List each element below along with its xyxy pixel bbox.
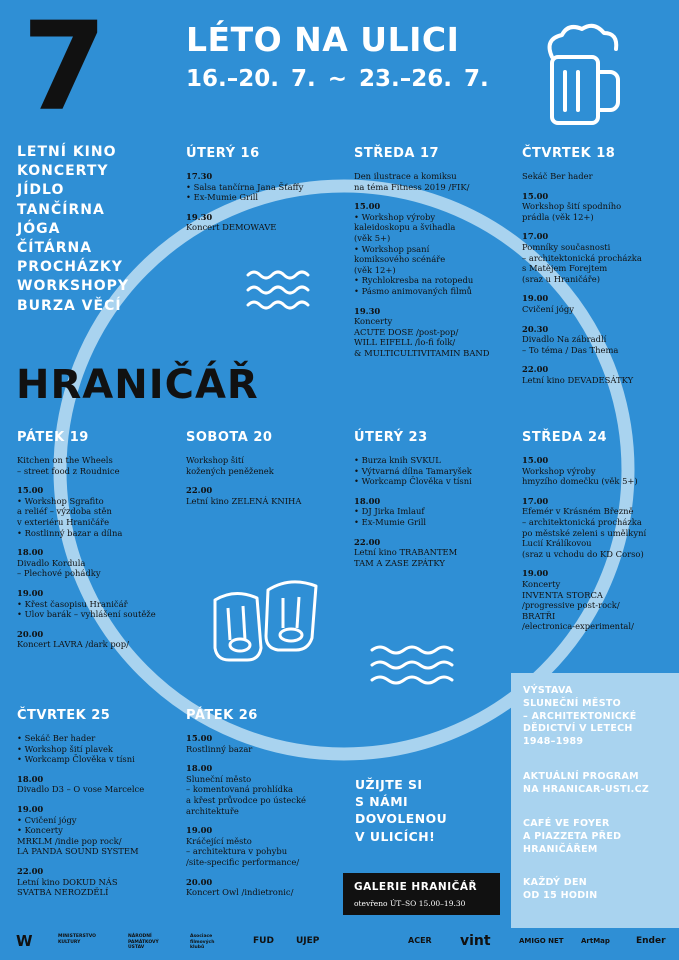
info-exhibition bbox=[523, 685, 673, 749]
program-event bbox=[17, 485, 177, 538]
program-event bbox=[354, 306, 514, 359]
event-time: 17.00 bbox=[522, 231, 549, 242]
event-line: Kitchen on the Wheels bbox=[17, 455, 113, 465]
event-line: LA PANDA SOUND SYSTEM bbox=[17, 846, 139, 857]
event-line: Lucií Králíkovou bbox=[522, 538, 592, 549]
info-cafe bbox=[523, 818, 673, 856]
event-line: prádla (věk 12+) bbox=[522, 211, 594, 222]
event-line: • Workcamp Člověka v tísni bbox=[354, 476, 472, 487]
info-line: SLUNEČNÍ MĚSTO bbox=[523, 697, 622, 709]
event-line: /electronica-experimental/ bbox=[522, 621, 634, 632]
event-line: (věk 5+) bbox=[354, 232, 391, 243]
event-time: 15.00 bbox=[354, 201, 381, 212]
event-time: 19.00 bbox=[186, 825, 213, 836]
logo-text: KULTURY bbox=[58, 939, 81, 945]
event-line: na téma Fitness 2019 /FIK/ bbox=[354, 181, 470, 192]
partner-logos bbox=[8, 928, 673, 956]
day-utery-23 bbox=[354, 430, 514, 577]
info-daily bbox=[523, 877, 673, 903]
info-line: OD 15 HODIN bbox=[523, 889, 598, 901]
event-time: 15.00 bbox=[17, 485, 44, 496]
program-event bbox=[17, 588, 177, 620]
event-line: – architektura v pohybu bbox=[186, 846, 288, 857]
logo-text: NÁRODNÍ bbox=[128, 934, 152, 939]
info-line: AKTUÁLNÍ PROGRAM bbox=[523, 771, 639, 782]
program-event bbox=[17, 774, 177, 795]
partner-ender-logo: Ender bbox=[636, 936, 666, 946]
program-event bbox=[186, 212, 346, 233]
program-event bbox=[186, 877, 346, 898]
event-line: & MULTICULTIVITAMIN BAND bbox=[354, 347, 490, 358]
info-line: DĚDICTVÍ V LETECH bbox=[523, 723, 633, 735]
event-title: LÉTO NA ULICI bbox=[186, 20, 460, 59]
day-title: PÁTEK 19 bbox=[17, 430, 89, 445]
activity-item: ČÍTÁRNA bbox=[17, 240, 93, 257]
event-line: s Matějem Forejtem bbox=[522, 263, 608, 274]
partner-artmap-logo: ArtMap bbox=[581, 937, 610, 945]
waves-bottom-icon bbox=[372, 647, 452, 683]
event-line: Koncert DEMOWAVE bbox=[186, 222, 277, 233]
event-line: Letní kino ZELENÁ KNIHA bbox=[186, 495, 302, 506]
event-line: kožených peněženek bbox=[186, 465, 274, 476]
event-line: – Plechové pohádky bbox=[17, 568, 101, 579]
event-time: 19.00 bbox=[522, 293, 549, 304]
program-event bbox=[17, 547, 177, 579]
day-title: ÚTERÝ 16 bbox=[186, 146, 260, 161]
day-streda-17 bbox=[354, 146, 514, 368]
program-event bbox=[354, 201, 514, 296]
activity-item: LETNÍ KINO bbox=[17, 144, 117, 160]
event-time: 15.00 bbox=[186, 733, 213, 743]
event-time: 18.00 bbox=[17, 773, 44, 784]
info-line: HRANIČÁŘEM bbox=[523, 843, 598, 855]
event-line: Koncerty bbox=[354, 316, 393, 327]
event-line: kaleidoskopu a švihadla bbox=[354, 222, 456, 233]
program-event bbox=[354, 171, 514, 192]
event-time: 19.00 bbox=[17, 803, 44, 814]
event-line: komiksového scénáře bbox=[354, 254, 446, 265]
partner-npu-logo bbox=[128, 934, 159, 951]
venue-name: HRANIČÁŘ bbox=[16, 362, 259, 408]
gallery-box bbox=[343, 873, 500, 915]
event-line: Kráčející město bbox=[186, 835, 252, 846]
event-line: Divadlo Na zábradlí bbox=[522, 334, 607, 345]
event-line: (sraz u Hraničáře) bbox=[522, 273, 600, 284]
event-line: Workshop šití spodního bbox=[522, 201, 622, 212]
logo-text: klubů bbox=[190, 945, 205, 950]
program-event bbox=[354, 537, 514, 569]
info-line: A PIAZZETA PŘED bbox=[523, 830, 622, 842]
activity-item: JÓGA bbox=[17, 220, 61, 237]
info-line: CAFÉ VE FOYER bbox=[523, 818, 610, 829]
event-line: BRATŘI bbox=[522, 610, 556, 621]
event-line: TAM A ZASE ZPÁTKY bbox=[354, 557, 445, 568]
event-line: – architektonická procházka bbox=[522, 252, 642, 263]
waves-top-icon bbox=[248, 272, 308, 308]
event-dates: 16.–20. 7. ~ 23.–26. 7. bbox=[186, 66, 489, 92]
program-event bbox=[522, 568, 679, 632]
info-line: NA HRANICAR-USTI.CZ bbox=[523, 783, 650, 795]
event-line: Workshop šití bbox=[186, 455, 244, 465]
program-event bbox=[522, 496, 679, 560]
event-line: Letní kino TRABANTEM bbox=[354, 547, 458, 558]
activity-item: BURZA VĚCÍ bbox=[17, 297, 122, 314]
event-line: Letní kino DOKUD NÁS bbox=[17, 876, 118, 887]
program-event bbox=[186, 485, 346, 506]
activity-item: PROCHÁZKY bbox=[17, 259, 123, 276]
event-line: /site-specific performance/ bbox=[186, 856, 300, 867]
event-line: Den ilustrace a komiksu bbox=[354, 171, 457, 181]
event-line: Koncert Owl /indietronic/ bbox=[186, 887, 294, 898]
event-line: – street food z Roudnice bbox=[17, 465, 120, 476]
activity-item: JÍDLO bbox=[17, 182, 65, 199]
event-line: INVENTA STORCA bbox=[522, 589, 603, 600]
day-utery-16 bbox=[186, 146, 346, 242]
event-line: architektuře bbox=[186, 805, 239, 816]
event-line: • Ex-Mumie Grill bbox=[354, 516, 427, 527]
slogan-line: UŽIJTE SI bbox=[355, 777, 423, 792]
event-line: Pomníky současnosti bbox=[522, 241, 611, 252]
logo-text: filmových bbox=[190, 939, 215, 945]
gallery-hours: otevřeno ÚT–SO 15.00–19.30 bbox=[354, 899, 466, 908]
partner-ujep-logo: UJEP bbox=[296, 936, 320, 946]
day-title: ÚTERÝ 23 bbox=[354, 430, 428, 445]
event-time: 15.00 bbox=[522, 190, 549, 201]
event-time: 22.00 bbox=[354, 536, 381, 547]
logo-text: ÚSTAV bbox=[128, 945, 145, 950]
day-sobota-20 bbox=[186, 430, 346, 515]
event-line: • Výtvarná dílna Tamaryšek bbox=[354, 465, 472, 476]
event-line: • Sekáč Ber hader bbox=[17, 733, 96, 743]
day-streda-24 bbox=[522, 430, 679, 641]
enjoy-slogan bbox=[355, 776, 447, 845]
flippers-icon bbox=[215, 582, 316, 660]
logo-text: PAMÁTKOVÝ bbox=[128, 939, 159, 945]
program-event bbox=[17, 733, 177, 765]
day-ctvrtek-18 bbox=[522, 146, 679, 395]
edition-number: 7 bbox=[22, 0, 103, 138]
info-line: 1948–1989 bbox=[523, 736, 584, 748]
event-line: • Workshop šití plavek bbox=[17, 743, 113, 754]
program-event bbox=[522, 231, 679, 284]
program-event bbox=[186, 763, 346, 816]
event-line: Divadlo D3 – O vose Marcelce bbox=[17, 784, 145, 795]
day-title: STŘEDA 17 bbox=[354, 146, 440, 161]
program-event bbox=[522, 455, 679, 487]
event-line: Koncerty bbox=[522, 578, 561, 589]
event-time: 19.30 bbox=[186, 211, 213, 222]
partner-acer-logo: ACER bbox=[408, 936, 432, 945]
gallery-name: GALERIE HRANIČÁŘ bbox=[354, 881, 478, 893]
event-time: 22.00 bbox=[522, 364, 549, 375]
event-time: 17.30 bbox=[186, 171, 213, 181]
partner-w-logo: W bbox=[16, 932, 33, 950]
event-line: • Křest časopisu Hraničář bbox=[17, 598, 128, 609]
event-line: • Pásmo animovaných filmů bbox=[354, 285, 473, 296]
activity-item: KONCERTY bbox=[17, 163, 109, 180]
event-line: (věk 12+) bbox=[354, 264, 396, 275]
day-ctvrtek-25 bbox=[17, 708, 177, 907]
day-title: SOBOTA 20 bbox=[186, 430, 273, 445]
program-event bbox=[17, 804, 177, 857]
event-line: a křest průvodce po ústecké bbox=[186, 794, 307, 805]
program-event bbox=[186, 455, 346, 476]
program-event bbox=[186, 171, 346, 203]
program-event bbox=[354, 496, 514, 528]
partner-vint-logo: vint bbox=[460, 933, 491, 949]
event-time: 15.00 bbox=[522, 455, 549, 465]
event-time: 22.00 bbox=[186, 485, 213, 496]
partner-amigo-logo: AMIGO NET bbox=[519, 937, 564, 945]
event-line: Workshop výroby bbox=[522, 465, 596, 476]
info-program bbox=[523, 771, 673, 797]
day-patek-19 bbox=[17, 430, 177, 659]
event-line: v exteriéru Hraničáře bbox=[17, 516, 110, 527]
event-line: WILL EIFELL /lo-fi folk/ bbox=[354, 337, 456, 348]
event-line: a reliéf – výzdoba stěn bbox=[17, 506, 112, 517]
event-line: Letní kino DEVADESÁTKY bbox=[522, 374, 634, 385]
event-line: Cvičení jógy bbox=[522, 303, 574, 314]
activities-list bbox=[17, 143, 129, 316]
event-line: Rostlinný bazar bbox=[186, 743, 253, 754]
activity-item: WORKSHOPY bbox=[17, 278, 130, 295]
program-event bbox=[186, 825, 346, 867]
event-line: • Ulov barák – vyhlášení soutěže bbox=[17, 609, 156, 620]
info-line: – ARCHITEKTONICKÉ bbox=[523, 710, 637, 722]
program-event bbox=[522, 293, 679, 314]
activity-item: TANČÍRNA bbox=[17, 201, 105, 218]
event-line: • Ex-Mumie Grill bbox=[186, 192, 259, 203]
event-line: • DJ Jirka Imlauf bbox=[354, 506, 425, 517]
event-line: Efemér v Krásném Březně bbox=[522, 506, 634, 517]
program-event bbox=[522, 171, 679, 182]
event-line: • Salsa tančírna Jana Šťaffy bbox=[186, 181, 304, 192]
event-line: • Burza knih SVKUL bbox=[354, 455, 441, 465]
slogan-line: S NÁMI bbox=[355, 794, 409, 810]
event-line: MRKLM /indie pop rock/ bbox=[17, 835, 122, 846]
program-event bbox=[522, 191, 679, 223]
event-line: • Cvičení jógy bbox=[17, 814, 77, 825]
day-title: ČTVRTEK 18 bbox=[522, 146, 616, 161]
program-event bbox=[17, 629, 177, 650]
event-line: • Rostlinný bazar a dílna bbox=[17, 527, 123, 538]
event-line: hmyzího domečku (věk 5+) bbox=[522, 476, 638, 487]
event-time: 18.00 bbox=[17, 547, 44, 558]
logo-text: MINISTERSTVO bbox=[58, 934, 96, 939]
program-event bbox=[522, 364, 679, 385]
event-line: Koncert LAVRA /dark pop/ bbox=[17, 639, 129, 650]
event-time: 17.00 bbox=[522, 495, 549, 506]
event-time: 18.00 bbox=[186, 763, 213, 774]
slogan-line: V ULICÍCH! bbox=[355, 828, 436, 844]
event-line: • Workshop výroby bbox=[354, 211, 436, 222]
event-line: – To téma / Das Thema bbox=[522, 344, 619, 355]
program-event bbox=[354, 455, 514, 487]
event-line: ACUTE DOSE /post-pop/ bbox=[354, 326, 459, 337]
event-time: 20.00 bbox=[17, 628, 44, 639]
event-line: – architektonická procházka bbox=[522, 516, 642, 527]
event-line: • Workcamp Člověka v tísni bbox=[17, 754, 135, 765]
event-time: 20.30 bbox=[522, 323, 549, 334]
event-line: • Koncerty bbox=[17, 825, 63, 836]
logo-text: Asociace bbox=[190, 934, 213, 939]
event-time: 19.00 bbox=[522, 568, 549, 579]
event-time: 19.00 bbox=[17, 587, 44, 598]
event-time: 22.00 bbox=[17, 865, 44, 876]
event-line: – komentovaná prohlídka bbox=[186, 784, 294, 795]
slogan-line: DOVOLENOU bbox=[355, 811, 448, 827]
day-patek-26 bbox=[186, 708, 346, 907]
info-line: VÝSTAVA bbox=[523, 685, 573, 696]
day-title: ČTVRTEK 25 bbox=[17, 708, 111, 723]
event-line: po městské zeleni s umělkyní bbox=[522, 527, 647, 538]
event-time: 19.30 bbox=[354, 305, 381, 316]
partner-ministry-logo bbox=[58, 934, 96, 945]
event-line: • Rychlokresba na rotopedu bbox=[354, 275, 474, 286]
partner-fud-logo: FUD bbox=[253, 936, 274, 946]
event-line: • Workshop psaní bbox=[354, 243, 430, 254]
beer-mug-icon bbox=[550, 26, 618, 123]
day-title: PÁTEK 26 bbox=[186, 708, 258, 723]
partner-cinema-logo bbox=[190, 934, 214, 951]
event-line: Sluneční město bbox=[186, 773, 252, 784]
program-event bbox=[17, 866, 177, 898]
event-line: Divadlo Kordula bbox=[17, 557, 86, 568]
event-time: 20.00 bbox=[186, 876, 213, 887]
event-line: Sekáč Ber hader bbox=[522, 171, 593, 181]
event-line: /progressive post-rock/ bbox=[522, 600, 620, 611]
program-event bbox=[17, 455, 177, 476]
event-line: SVATBA NEROZDĚLÍ bbox=[17, 887, 109, 898]
event-time: 18.00 bbox=[354, 495, 381, 506]
info-line: KAŽDÝ DEN bbox=[523, 877, 588, 888]
event-line: (sraz u vchodu do KD Corso) bbox=[522, 548, 644, 559]
program-event bbox=[522, 324, 679, 356]
program-event bbox=[186, 733, 346, 754]
event-line: • Workshop Sgrafito bbox=[17, 495, 104, 506]
day-title: STŘEDA 24 bbox=[522, 430, 608, 445]
